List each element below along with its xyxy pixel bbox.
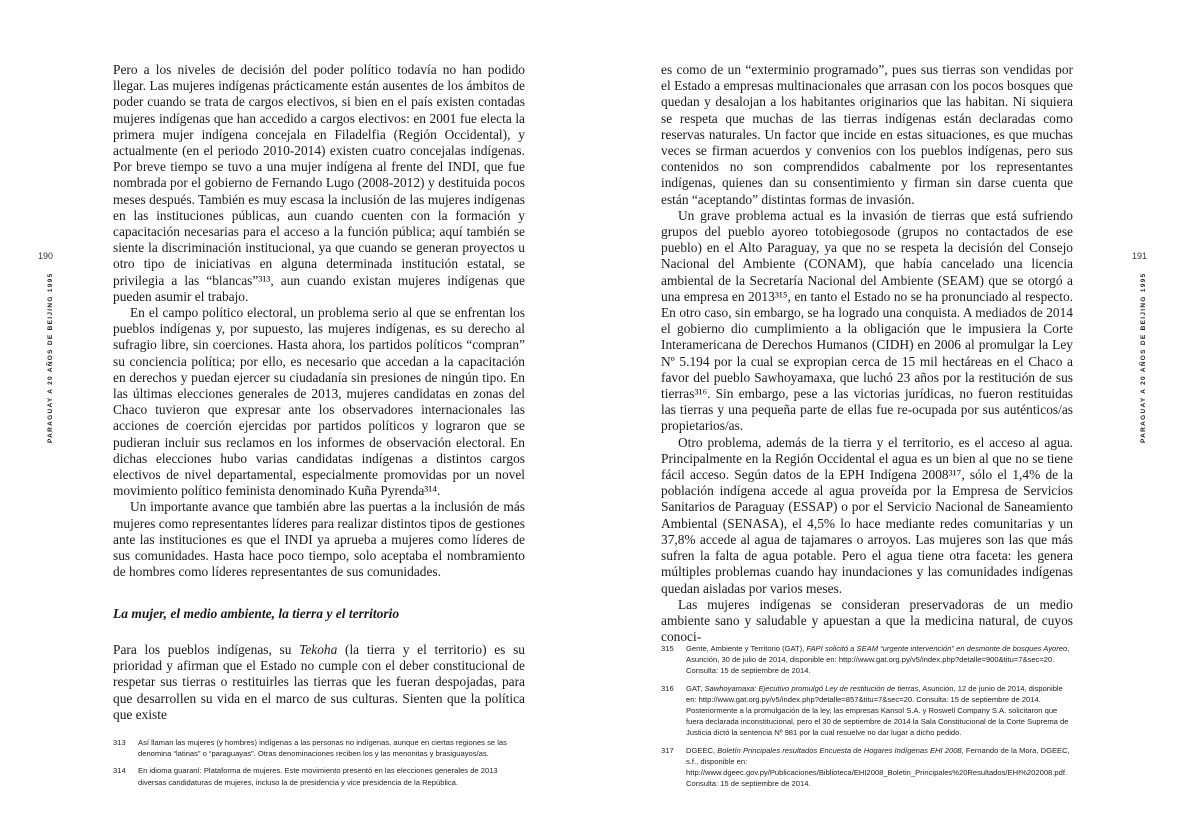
footnote-text: Gente, Ambiente y Territorio (GAT), FAPI solicitó a SEAM “urgente intervención” en desmonte de bosques Ayoreo, Asunción, 30 de julio de 2014, disponible en: http://www.gat.org.py/v5/index.php?detalle=900&titu=7&sec=20. Consulta: 15 de septiembre de 2014. (686, 644, 1070, 676)
footnote (661, 745, 1073, 790)
paragraph: Las mujeres indígenas se consideran preservadoras de un medio ambiente sano y saludable y apuestan a que la medicina natural, de cuyos conoci- (661, 596, 1073, 645)
running-head: PARAGUAY A 20 AÑOS DE BEIJING 1995 (47, 272, 54, 443)
paragraph: En el campo político electoral, un problema serio al que se enfrentan los pueblos indígenas y, por supuesto, las mujeres indígenas, es su derecho al sufragio libre, sin coerciones. Hasta ahora, los partidos políticos “compran” su conciencia política; por ello, es necesario que accedan a la capacitación en derechos y puedan ejercer su ciudadanía sin presiones de ningún tipo. En las últimas elecciones generales de 2013, mujeres candidatas en zonas del Chaco tuvieron que expresar ante los observadores internacionales las acciones de coerción ejercidas por partidos políticos y lograron que se pudieran incluir sus reclamos en los informes de observación electoral. En dichas elecciones hubo varias candidatas indígenas a distintos cargos electivos de nivel departamental, especialmente promovidas por un novel movimiento político feminista denominado Kuña Pyrenda³¹⁴. (113, 305, 525, 499)
tekoha-term: Tekoha (299, 642, 338, 657)
footnote-number: 313 (113, 738, 126, 747)
footnote-text: Así llaman las mujeres (y hombres) indígenas a las personas no indígenas, aunque en ciertas regiones se las denomina “latinas” o “paraguayas”. Otras denominaciones reciben los y las menonitas y brasiguayos/as. (138, 738, 507, 759)
right-page (594, 0, 1188, 816)
right-footnotes (661, 643, 1073, 795)
footnote (113, 737, 527, 759)
paragraph: Otro problema, además de la tierra y el territorio, es el acceso al agua. Principalmente en la Región Occidental el agua es un bien al que no se tiene fácil acceso. Según datos de la EPH Indígena 2008³¹⁷, sólo el 1,4% de la población indígena accede al agua proveída por la Empresa de Servicios Sanitarios de Paraguay (ESSAP) o por el Servicio Nacional de Saneamiento Ambiental (SENASA), el 4,5% lo hace mediante redes comunitarias y un 37,8% accede al agua de tajamares o arroyos. Las mujeres son las que más sufren la falta de agua potable. Pero el agua tiene otra faceta: les genera múltiples problemas cuando hay inundaciones y las comunidades indígenas quedan aisladas por varios meses. (661, 434, 1073, 596)
footnote-number: 315 (661, 644, 674, 653)
footnote (113, 765, 527, 787)
page-number: 191 (1132, 251, 1148, 261)
footnote-number: 317 (661, 745, 674, 755)
footnote (661, 643, 1073, 677)
left-body-text (113, 62, 525, 581)
footnote-text: DGEEC, Boletín Principales resultados Encuesta de Hogares Indígenas EHI 2008, Fernando de la Mora, DGEEC, s.f., disponible en: http://www.dgeec.gov.py/Publicaciones/Biblioteca/EHI2008_Boletin_Principales%20Resultados/EHI%202008.pdf. Consulta: 15 de septiembre de 2014. (686, 745, 1070, 789)
running-head: PARAGUAY A 20 AÑOS DE BEIJING 1995 (1140, 272, 1147, 443)
section-heading: La mujer, el medio ambiente, la tierra y el territorio (113, 606, 400, 621)
paragraph: es como de un “exterminio programado”, pues sus tierras son vendidas por el Estado a empresas multinacionales que arrasan con los pocos bosques que quedan y desalojan a los habitantes originarios que las habitan. Ni siquiera se respeta que muchas de las tierras indígenas están declaradas como reservas naturales. Un factor que incide en estas situaciones, es que muchas veces se firman acuerdos y convenios con los pueblos indígenas, pero sus contenidos no son comprendidos cabalmente por los representantes indígenas, quienes dan su consentimiento y firman sin darse cuenta que están “aceptando” distintas formas de invasión. (661, 62, 1073, 207)
right-body-text (661, 62, 1073, 645)
footnote-text: GAT, Sawhoyamaxa: Ejecutivo promulgó Ley de restitución de tierras, Asunción, 12 de junio de 2014, disponible en: http://www.gat.org.py/v5/index.php?detalle=857&titu=7&sec=20. Consulta: 15 de septiembre de 2014. Posteriormente a la promulgación de la ley, las empresas Kansol S.A. y Roswell Company S.A. solicitaron que fuera declarada inconstitucional, pero el 30 de septiembre de 2014 la Sala Constitucional de la Corte Suprema de Justicia dictó la sentencia Nº 981 por la cual resuelve no dar lugar a dicho pedido. (686, 683, 1069, 738)
paragraph: Un grave problema actual es la invasión de tierras que está sufriendo grupos del pueblo ayoreo totobiegosode (grupos no contactados de ese pueblo) en el Alto Paraguay, ya que no se respeta la decisión del Consejo Nacional del Ambiente (CONAM), que había cancelado una licencia ambiental de la Secretaría Nacional del Ambiente (SEAM) que se otorgó a una empresa en 2013³¹⁵, en tanto el Estado no se ha pronunciado al respecto. En otro caso, sin embargo, se ha logrado una conquista. A mediados de 2014 el gobierno dio cumplimiento a la obligación que le impusiera la Corte Interamericana de Derechos Humanos (CIDH) en 2006 al promulgar la Ley Nº 5.194 por la cual se expropian cerca de 15 mil hectáreas en el Chaco a favor del pueblo Sawhoyamaxa, que luchó 23 años por la restitución de sus tierras³¹⁶. Sin embargo, pese a las victorias jurídicas, no fueron restituidas las tierras y una pequeña parte de ellas fue re-ocupada por sus auténticos/as propietarios/as. (661, 207, 1073, 434)
footnote-number: 316 (661, 683, 674, 693)
paragraph: Un importante avance que también abre las puertas a la inclusión de más mujeres como representantes líderes para realizar distintos tipos de gestiones ante las instituciones es que el INDI ya aprueba a mujeres como líderes de sus comunidades. Hasta hace poco tiempo, solo aceptaba el nombramiento de hombres como líderes representantes de sus comunidades. (113, 499, 525, 580)
section-paragraph: Para los pueblos indígenas, su Tekoha (la tierra y el territorio) es su prioridad y afirman que el Estado no cumple con el deber constitucional de respetar sus tierras o restituirles las tierras que les fueran despojadas, para que desarrollen su vida en el marco de sus culturas. Sienten que la política que existe (113, 642, 525, 722)
footnote (661, 683, 1073, 739)
footnote-text: En idioma guaraní: Plataforma de mujeres. Este movimiento presentó en las elecciones generales de 2013 diversas candidaturas de mujeres, incluso la de presidencia y vice presidencia de la República. (138, 766, 498, 787)
footnote-number: 314 (113, 766, 126, 776)
page-number: 190 (38, 251, 54, 261)
left-footnotes (113, 737, 527, 794)
paragraph: Pero a los niveles de decisión del poder político todavía no han podido llegar. Las mujeres indígenas prácticamente están ausentes de los ámbitos de poder cuando se trata de cargos electivos, si bien en el país existen contadas mujeres indígenas que han accedido a cargos electivos: en 2001 fue electa la primera mujer indígena concejala en Filadelfia (Región Occidental), y actualmente (en el periodo 2010-2014) existen cuatro concejalas indígenas. Por breve tiempo se tuvo a una mujer indígena al frente del INDI, que fue nombrada por el gobierno de Fernando Lugo (2008-2012) y destituida pocos meses después. También es muy escasa la inclusión de las mujeres indígenas en las instituciones públicas, aun cuando cuenten con la formación y capacitación necesarias para el acceso a la función pública; aquí también se siente la discriminación institucional, ya que cuando se generan proyectos u otro tipo de iniciativas en alguna determinada institución estatal, se privilegia a las “blancas”³¹³, aun cuando existan mujeres indígenas que pueden asumir el trabajo. (113, 62, 525, 304)
